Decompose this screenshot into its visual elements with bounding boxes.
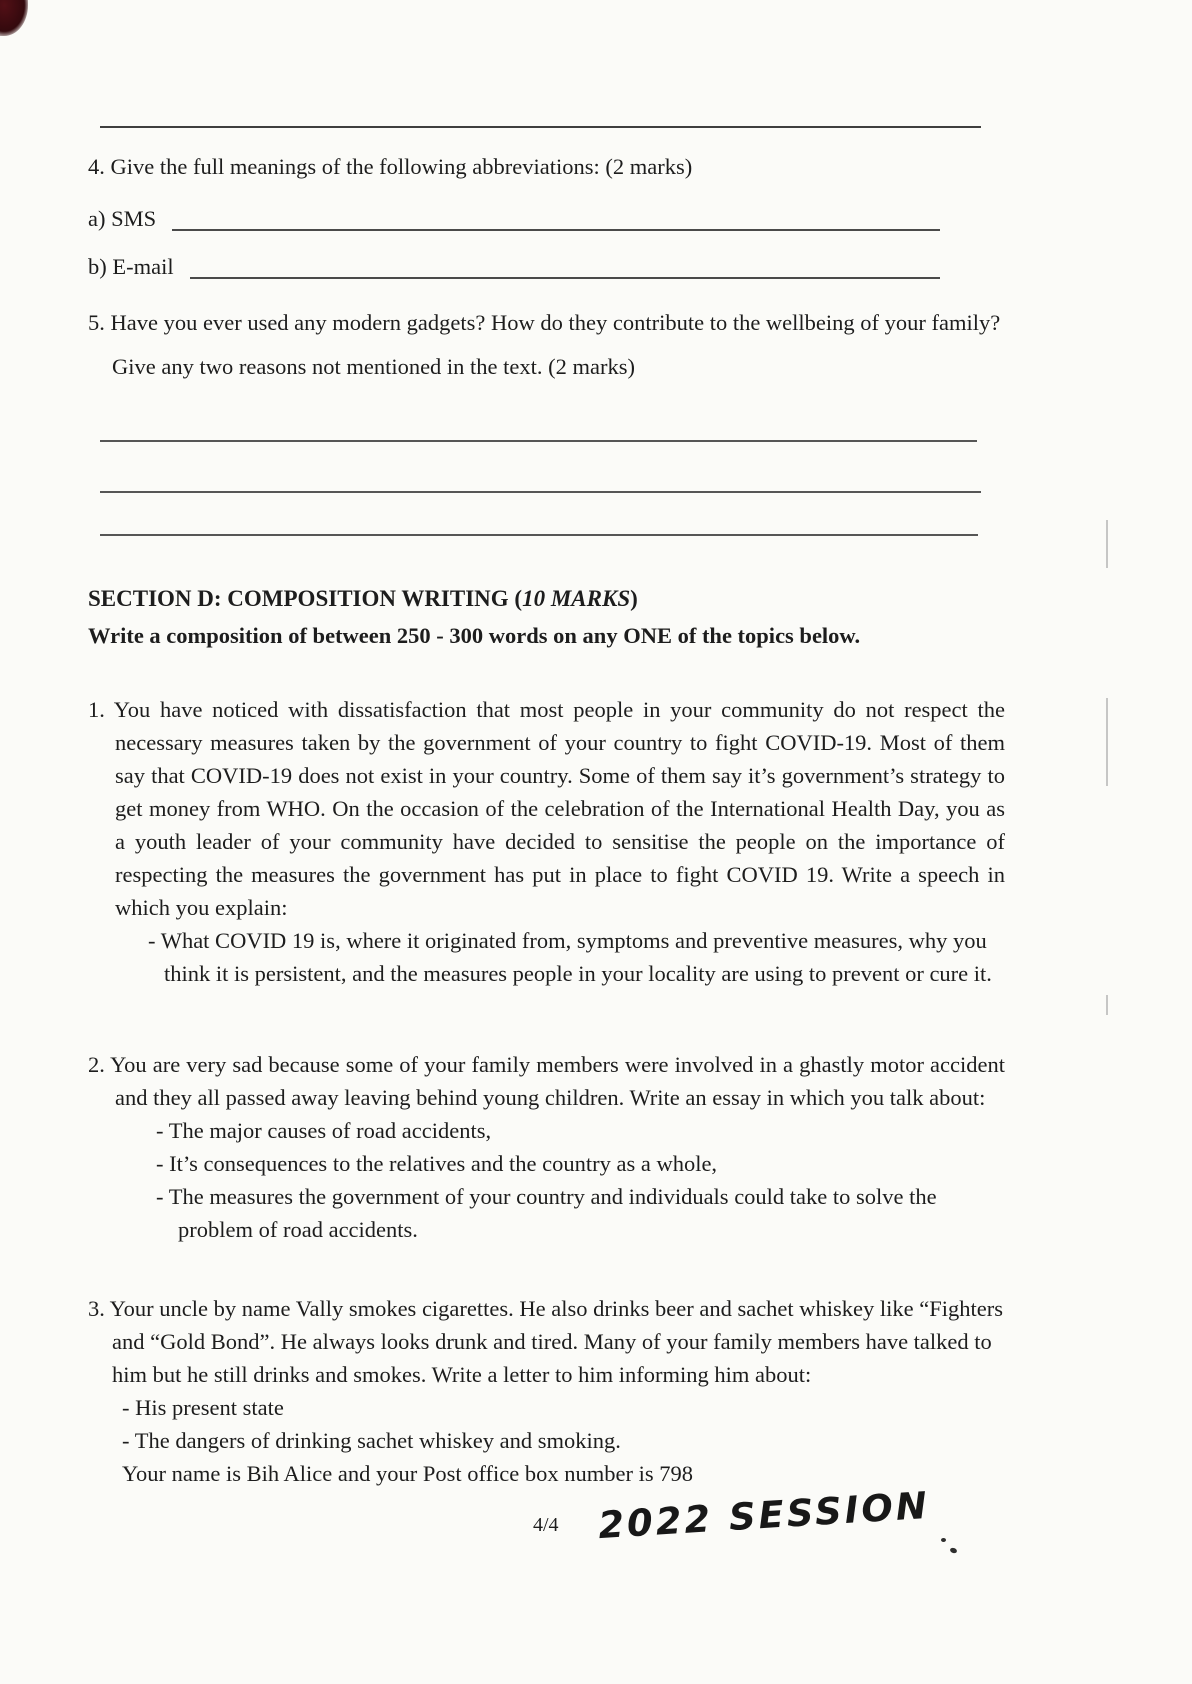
- section-d-heading-pre: SECTION D: COMPOSITION WRITING (: [88, 586, 523, 611]
- handwritten-session-note: 2022 SESSION: [596, 1483, 931, 1548]
- answer-blank-line: [190, 273, 940, 279]
- topic-3-bullet: - The dangers of drinking sachet whiskey and smoking.: [122, 1428, 621, 1453]
- pen-mark: [941, 1538, 946, 1542]
- topic-3-body: 3. Your uncle by name Vally smokes cigarettes. He also drinks beer and sachet whiskey like “Fighters and “Gold Bond”. He always looks drunk and tired. Many of your family members have talked to him but he still drinks and smokes. Write a letter to him informing him about:: [88, 1296, 1004, 1387]
- page-number: 4/4: [533, 1514, 559, 1536]
- section-d-heading-post: ): [630, 586, 638, 611]
- topic-2-bullet: - The measures the government of your country and individuals could take to solve the problem of road accidents.: [156, 1184, 937, 1242]
- section-d-heading-marks: 10 MARKS: [522, 586, 631, 611]
- answer-blank-line: [100, 440, 977, 442]
- page-content: [88, 0, 1005, 1490]
- section-d-heading: [88, 584, 1005, 614]
- topic-3-closing: Your name is Bih Alice and your Post office box number is 798: [122, 1461, 694, 1486]
- topic-2-bullet: - It’s consequences to the relatives and the country as a whole,: [156, 1151, 718, 1176]
- topic-2-bullet: - The major causes of road accidents,: [156, 1118, 492, 1143]
- scan-corner-artifact: [0, 0, 28, 36]
- q4-item-b-label: b) E-mail: [88, 254, 174, 279]
- pen-mark: [949, 1547, 957, 1554]
- topic-1-body: 1. You have noticed with dissatisfaction that most people in your community do not respect the necessary measures taken by the government of your country to fight COVID-19. Most of them say that COVID-19 does not exist in your country. Some of them say it’s government’s strategy to get money from WHO. On the occasion of the celebration of the International Health Day, you as a youth leader of your community have decided to sensitise the people on the importance of respecting the measures the government has put in place to fight COVID 19. Write a speech in which you explain:: [88, 697, 1005, 920]
- q4-item-a-label: a) SMS: [88, 206, 157, 231]
- topic-1-bullet: - What COVID 19 is, where it originated from, symptoms and preventive measures, why you think it is persistent, and the measures people in your locality are using to prevent or cure it.: [148, 928, 992, 986]
- scan-edge-artifact: [1106, 995, 1108, 1015]
- topic-2-body: 2. You are very sad because some of your family members were involved in a ghastly motor accident and they all passed away leaving behind young children. Write an essay in which you talk about:: [88, 1052, 1005, 1110]
- scan-edge-artifact: [1106, 520, 1108, 568]
- q4-answer-row-b: [88, 252, 1005, 282]
- question-5-text-line2: Give any two reasons not mentioned in the text. (2 marks): [112, 354, 636, 379]
- q4-answer-row-a: [88, 204, 1005, 234]
- question-5-text-line1: 5. Have you ever used any modern gadgets? How do they contribute to the wellbeing of your family?: [88, 310, 1001, 335]
- answer-blank-line: [100, 491, 981, 493]
- topic-3-bullet: - His present state: [122, 1395, 284, 1420]
- answer-blank-line: [172, 225, 940, 231]
- answer-blank-line: [100, 534, 978, 536]
- ruled-line-top: [100, 126, 981, 128]
- scan-edge-artifact: [1106, 698, 1108, 786]
- question-4-text: 4. Give the full meanings of the following abbreviations: (2 marks): [88, 154, 693, 179]
- section-d-instruction: Write a composition of between 250 - 300 words on any ONE of the topics below.: [88, 623, 861, 648]
